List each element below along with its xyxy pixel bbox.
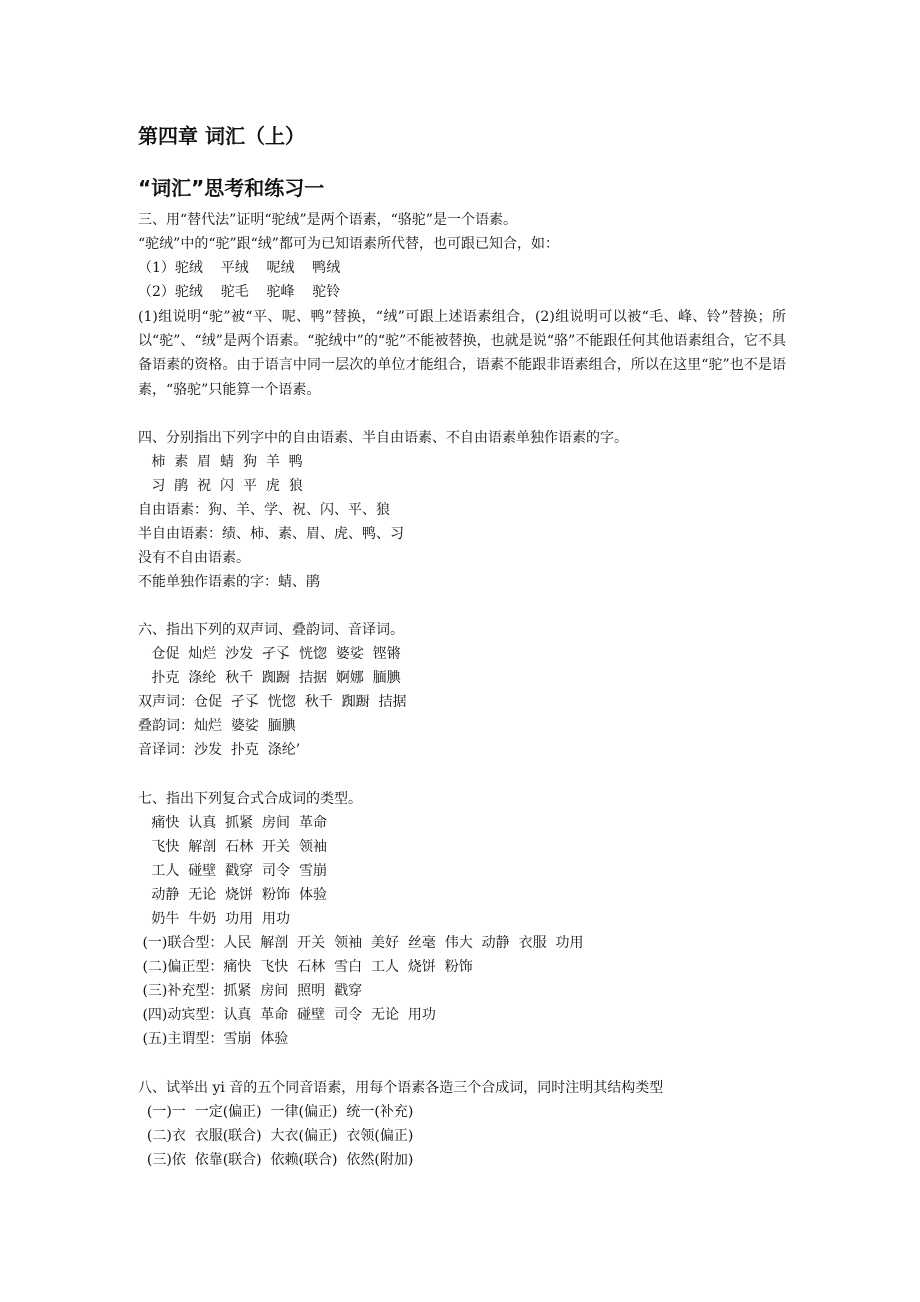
q4-no-bound: 没有不自由语素。: [138, 550, 250, 566]
q3-row2: （2）驼绒 驼毛 驼峰 驼铃: [138, 284, 341, 300]
q4-not-alone: 不能单独作语素的字：蜻、鹃: [138, 574, 320, 590]
q7-row: 工人 碰壁 戳穿 司令 雪崩: [138, 863, 327, 879]
q7-answer: (三)补充型：抓紧 房间 照明 戳穿: [138, 983, 363, 999]
q3-intro: “驼绒”中的“驼”跟“绒”都可为已知语素所代替，也可跟已知合，如：: [138, 236, 559, 252]
q7-row: 动静 无论 烧饼 粉饰 体验: [138, 887, 327, 903]
q4-chars-row2: 习 鹃 祝 闪 平 虎 狼: [138, 478, 303, 494]
q7-answer: (二)偏正型：痛快 飞快 石林 雪白 工人 烧饼 粉饰: [138, 959, 473, 975]
q8-row: (三)依 依靠(联合) 依赖(联合) 依然(附加): [138, 1152, 414, 1168]
q8-row: (二)衣 衣服(联合) 大衣(偏正) 衣领(偏正): [138, 1128, 414, 1144]
q6-shuangsheng: 双声词：仓促 孑孓 恍惚 秋千 踟蹰 拮据: [138, 694, 407, 710]
q7-answer: (一)联合型：人民 解剖 开关 领袖 美好 丝毫 伟大 动静 衣服 功用: [138, 935, 584, 951]
q7-answer: (四)动宾型：认真 革命 碰壁 司令 无论 用功: [138, 1007, 436, 1023]
q4-free: 自由语素：狗、羊、学、祝、闪、平、狼: [138, 502, 390, 518]
q6-words-row2: 扑克 涤纶 秋千 踟蹰 拮据 婀娜 腼腆: [138, 670, 401, 686]
q7-row: 飞快 解剖 石林 开关 领袖: [138, 839, 327, 855]
q6-title: 六、指出下列的双声词、叠韵词、音译词。: [138, 622, 404, 638]
q8-row: (一)一 一定(偏正) 一律(偏正) 统一(补充): [138, 1104, 414, 1120]
q7-row: 痛快 认真 抓紧 房间 革命: [138, 815, 327, 831]
q4-chars-row1: 柿 素 眉 蜻 狗 羊 鸭: [138, 454, 303, 470]
q4-semi-free: 半自由语素：绩、柿、素、眉、虎、鸭、习: [138, 526, 404, 542]
section-title: “词汇”思考和练习一: [138, 176, 325, 200]
q8-title: 八、试举出 yi 音的五个同音语素，用每个语素各造三个合成词，同时注明其结构类型: [138, 1080, 664, 1096]
q6-yinyi: 音译词：沙发 扑克 涤纶’: [138, 742, 301, 758]
q3-explanation: (1)组说明“驼”被“平、呢、鸭”替换，“绒”可跟上述语素组合，(2)组说明可以被“毛、峰、铃”替换；所以“驼”、“绒”是两个语素。“驼绒中”的“驼”不能被替换，也就是说“骆”不能跟任何其他语素组合，它不具备语素的资格。由于语言中同一层次的单位才能组合，语素不能跟非语素组合，所以在这里“驼”也不是语素，“骆驼”只能算一个语素。: [138, 309, 786, 398]
q6-words-row1: 仓促 灿烂 沙发 孑孓 恍惚 婆娑 铿锵: [138, 646, 401, 662]
q3-title: 三、用“替代法”证明“驼绒”是两个语素，“骆驼”是一个语素。: [138, 212, 517, 228]
chapter-title: 第四章 词汇（上）: [138, 124, 305, 148]
q7-answer: (五)主谓型：雪崩 体验: [138, 1031, 289, 1047]
q6-dieyun: 叠韵词：灿烂 婆娑 腼腆: [138, 718, 296, 734]
q4-title: 四、分别指出下列字中的自由语素、半自由语素、不自由语素单独作语素的字。: [138, 430, 628, 446]
q3-row1: （1）驼绒 平绒 呢绒 鸭绒: [138, 260, 341, 276]
q7-row: 奶牛 牛奶 功用 用功: [138, 911, 291, 927]
q7-title: 七、指出下列复合式合成词的类型。: [138, 791, 362, 807]
